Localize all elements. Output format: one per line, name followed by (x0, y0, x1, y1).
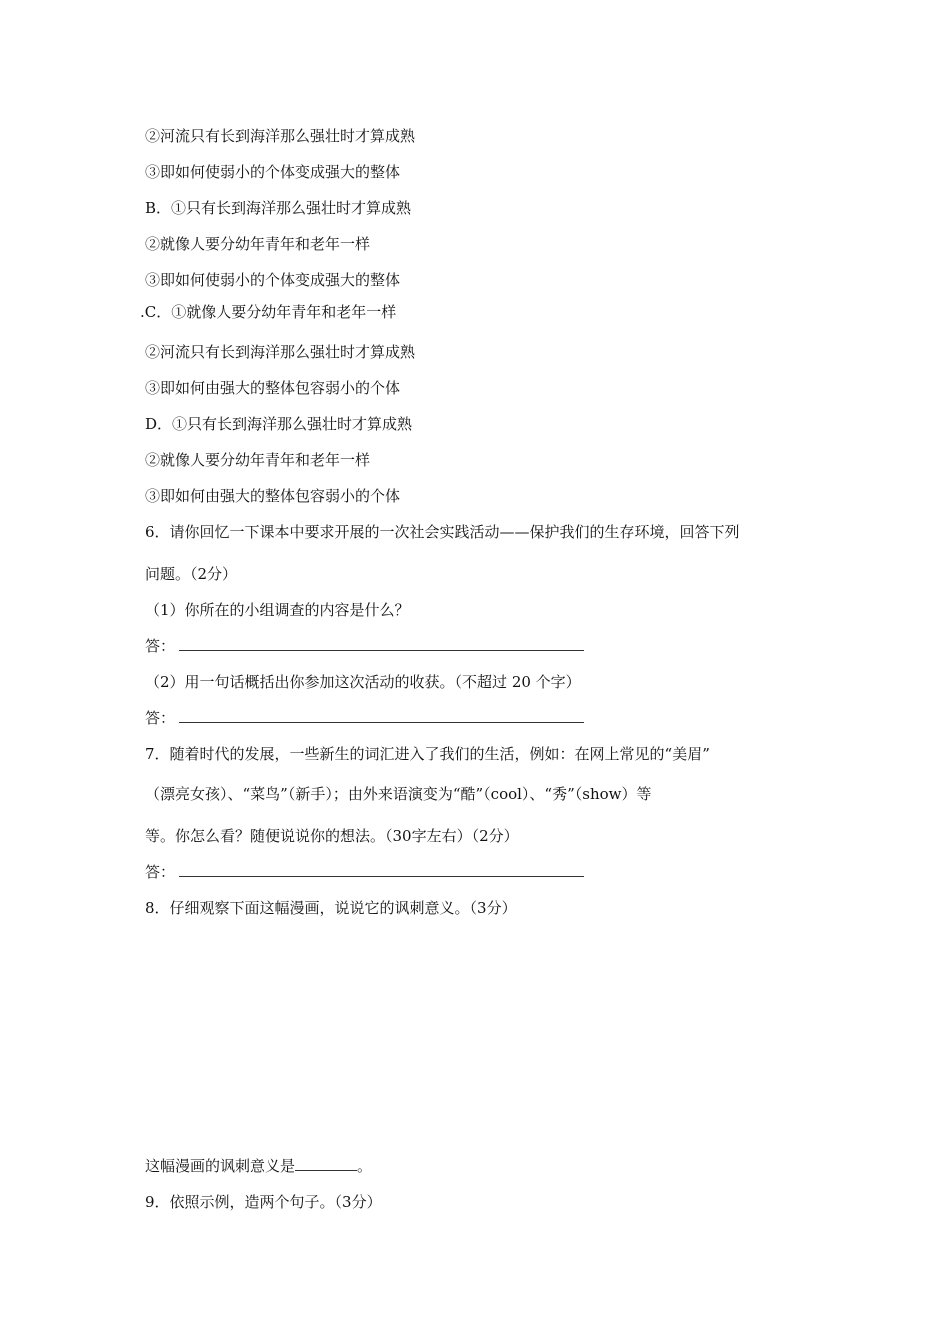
answer-label: 答： (145, 637, 176, 655)
q8-line-1: 8．仔细观察下面这幅漫画，说说它的讽刺意义。（3分） (145, 899, 517, 917)
blank-suffix: 。 (357, 1157, 373, 1175)
q6-sub-question-2: （2）用一句话概括出你参加这次活动的收获。（不超过 20 个字） (145, 673, 581, 691)
option-a-2: ②河流只有长到海洋那么强壮时才算成熟 (145, 127, 416, 145)
answer-label: 答： (145, 709, 176, 727)
option-b-1: B．①只有长到海洋那么强壮时才算成熟 (145, 199, 412, 217)
q7-line-1: 7．随着时代的发展，一些新生的词汇进入了我们的生活，例如：在网上常见的“美眉” (145, 745, 710, 763)
q6-line-1: 6．请你回忆一下课本中要求开展的一次社会实践活动——保护我们的生存环境，回答下列 (145, 523, 740, 541)
answer-blank[interactable] (179, 864, 584, 877)
q6-line-2: 问题。（2分） (145, 565, 238, 583)
answer-blank[interactable] (179, 638, 584, 651)
q7-line-3: 等。你怎么看？随便说说你的想法。（30字左右）（2分） (145, 827, 519, 845)
option-b-3: ③即如何使弱小的个体变成强大的整体 (145, 271, 401, 289)
answer-blank[interactable] (179, 710, 584, 723)
option-c-3: ③即如何由强大的整体包容弱小的个体 (145, 379, 401, 397)
option-b-2: ②就像人要分幼年青年和老年一样 (145, 235, 371, 253)
option-d-1: D．①只有长到海洋那么强壮时才算成熟 (145, 415, 413, 433)
q6-answer-1 (145, 636, 584, 656)
blank-prefix: 这幅漫画的讽刺意义是 (145, 1157, 296, 1175)
q6-sub-question-1: （1）你所在的小组调查的内容是什么？ (145, 601, 410, 619)
q7-answer (145, 862, 584, 882)
cartoon-image-area (145, 930, 805, 1150)
option-c-1: .C．①就像人要分幼年青年和老年一样 (140, 303, 397, 321)
fill-in-blank[interactable] (295, 1158, 357, 1171)
q7-line-2: （漂亮女孩）、“菜鸟”（新手）；由外来语演变为“酷”（cool）、“秀”（show）等 (145, 785, 652, 803)
q6-answer-2 (145, 708, 584, 728)
q9-line-1: 9．依照示例，造两个句子。（3分） (145, 1193, 382, 1211)
option-d-2: ②就像人要分幼年青年和老年一样 (145, 451, 371, 469)
q8-blank-line (145, 1156, 372, 1176)
answer-label: 答： (145, 863, 176, 881)
option-a-3: ③即如何使弱小的个体变成强大的整体 (145, 163, 401, 181)
option-d-3: ③即如何由强大的整体包容弱小的个体 (145, 487, 401, 505)
option-c-2: ②河流只有长到海洋那么强壮时才算成熟 (145, 343, 416, 361)
